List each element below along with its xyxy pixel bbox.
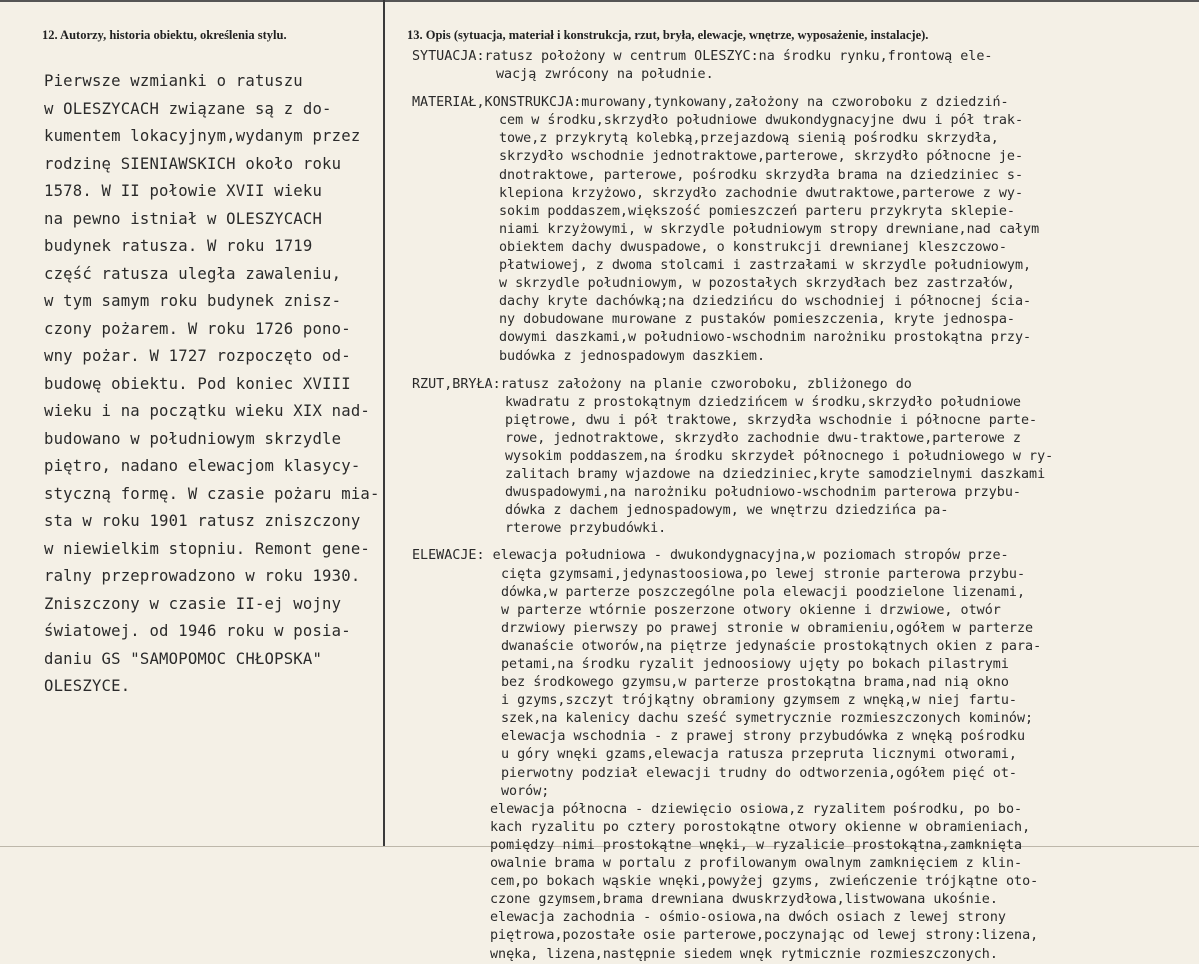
history-line: budowano w południowym skrzydle (44, 429, 342, 448)
history-line: sta w roku 1901 ratusz zniszczony (44, 512, 361, 530)
history-line: na pewno istniał w OLESZYCACH (44, 209, 323, 228)
left-column-header: 12. Autorzy, historia obiektu, określenia stylu. (42, 28, 287, 42)
history-line: czony pożarem. W roku 1726 pono- (44, 319, 351, 338)
history-line: część ratusza uległa zawaleniu, (44, 264, 342, 283)
material-line: dnotraktowe, parterowe, pośrodku skrzydła brama na dziedziniec s- (499, 167, 1024, 183)
material-line: płatwiowej, z dwoma stolcami i zastrzałami w skrzydle południowym, (499, 258, 1032, 274)
history-line: w niewielkim stopniu. Remont gene- (44, 539, 370, 558)
elewacje-line: u góry wnęki gzams,elewacja ratusza przepruta licznymi otworami, (501, 747, 1017, 763)
history-line: piętro, nadano elewacjom klasycy- (44, 457, 361, 475)
elewacje-line: wnęka, lizena,następnie siedem wnęk rytmicznie rozmieszczonych. (490, 946, 998, 962)
history-line: ralny przeprowadzono w roku 1930. (44, 567, 361, 585)
sytuacja-line: SYTUACJA:ratusz położony w centrum OLESZYC:na środku rynku,frontową ele- (412, 49, 993, 64)
elewacje-line: i gzyms,szczyt trójkątny obramiony gzymsem z wnęką,w niej fartu- (501, 693, 1017, 709)
history-line: rodzinę SIENIAWSKICH około roku (44, 154, 342, 173)
elewacje-line: elewacja północna - dziewięcio osiowa,z ryzalitem pośrodku, po bo- (490, 801, 1023, 817)
history-line: budynek ratusza. W roku 1719 (44, 237, 313, 255)
rzut-line: kwadratu z prostokątnym dziedzińcem w środku,skrzydło południowe (505, 394, 1021, 410)
history-line: wny pożar. W 1727 rozpoczęto od- (44, 347, 351, 365)
history-text (44, 68, 380, 701)
rzut-line: zalitach bramy wjazdowe na dziedziniec,kryte samodzielnymi daszkami (505, 467, 1046, 483)
elewacje-line: pierwotny podział elewacji trudny do odtworzenia,ogółem pięć ot- (501, 765, 1017, 781)
rzut-line: dówka z dachem jednospadowym, we wnętrzu dziedzińca pa- (505, 503, 949, 519)
history-line: wieku i na początku wieku XIX nad- (44, 402, 370, 420)
history-line: daniu GS "SAMOPOMOC CHŁOPSKA" (44, 649, 323, 668)
elewacje-line: kach ryzalitu po cztery porostokątne otwory okienne w obramieniach, (490, 819, 1031, 835)
rzut-line: piętrowe, dwu i pół traktowe, skrzydła wschodnie i północne parte- (505, 412, 1038, 428)
history-line: światowej. od 1946 roku w posia- (44, 622, 351, 640)
elewacje-line: pomiędzy nimi prostokątne wnęki, w ryzalicie prostokątna,zamknięta (490, 837, 1023, 853)
material-line: towe,z przykrytą kolebką,przejazdową sienią pośrodku skrzydła, (499, 131, 999, 147)
elewacje-line: cem,po bokach wąskie wnęki,powyżej gzyms, zwieńczenie trójkątne oto- (490, 874, 1039, 890)
history-line: OLESZYCE. (44, 677, 131, 695)
section-rzut (412, 376, 1198, 539)
rzut-line: dwuspadowymi,na narożniku południowo-wschodnim parterowa przybu- (505, 485, 1021, 501)
history-line: styczną formę. W czasie pożaru mia- (44, 484, 380, 503)
elewacje-line: owalnie brama w portalu z profilowanym owalnym zamknięciem z klin- (490, 856, 1023, 872)
description-text (412, 48, 1198, 964)
material-line: skrzydło wschodnie jednotraktowe,parterowe, skrzydło północne je- (499, 149, 1024, 165)
history-line: budowę obiektu. Pod koniec XVIII (44, 374, 351, 393)
elewacje-line: petami,na środku ryzalit jednoosiowy ujęty po bokach pilastrymi (501, 657, 1009, 672)
material-line: niami krzyżowymi, w skrzydle południowym stropy drewniane,nad całym (499, 221, 1040, 237)
elewacje-line: ELEWACJE: elewacja południowa - dwukondygnacyjna,w poziomach stropów prze- (412, 548, 1009, 564)
history-line: Zniszczony w czasie II-ej wojny (44, 594, 342, 613)
section-elewacje (412, 547, 1198, 963)
history-line: kumentem lokacyjnym,wydanym przez (44, 127, 361, 145)
elewacje-line: cięta gzymsami,jedynastoosiowa,po lewej stronie parterowa przybu- (501, 566, 1026, 582)
elewacje-line: w parterze wtórnie poszerzone otwory okienne i drzwiowe, otwór (501, 602, 1001, 618)
elewacje-line: drzwiowy pierwszy po prawej stronie w obramieniu,ogółem w parterze (501, 620, 1034, 636)
history-line: w tym samym roku budynek znisz- (44, 292, 342, 310)
material-line: obiektem dachy dwuspadowe, o konstrukcji drewnianej kleszczowo- (499, 239, 1007, 255)
material-line: ny dobudowane murowane z pustaków pomieszczenia, kryte jednospa- (499, 312, 1015, 328)
right-column-header: 13. Opis (sytuacja, materiał i konstrukcja, rzut, bryła, elewacje, wnętrze, wyposażenie, instalacje). (407, 28, 929, 42)
material-line: dowymi daszkami,w południowo-wschodnim narożniku prostokątna przy- (499, 330, 1032, 346)
history-line: Pierwsze wzmianki o ratuszu (44, 72, 303, 90)
elewacje-line: czone gzymsem,brama drewniana dwuskrzydłowa,listwowana ukośnie. (490, 892, 998, 908)
material-line: sokim poddaszem,większość pomieszczeń parteru przykryta sklepie- (499, 203, 1015, 219)
history-line: w OLESZYCACH związane są z do- (44, 99, 332, 118)
sytuacja-line: wacją zwrócony na południe. (496, 67, 714, 83)
elewacje-line: dówka,w parterze poszczególne pola elewacji poodzielone lizenami, (501, 584, 1026, 600)
rzut-line: wysokim poddaszem,na środku skrzydeł północnego i południowego w ry- (505, 448, 1054, 464)
material-line: MATERIAŁ,KONSTRUKCJA:murowany,tynkowany,założony na czworoboku z dziedziń- (412, 95, 1009, 111)
rzut-line: rterowe przybudówki. (505, 521, 667, 537)
material-line: budówka z jednospadowym daszkiem. (499, 348, 766, 364)
elewacje-line: dwanaście otworów,na piętrze jedynaście prostokątnych okien z para- (501, 638, 1042, 654)
section-material (412, 94, 1198, 365)
rzut-line: RZUT,BRYŁA:ratusz założony na planie czworoboku, zbliżonego do (412, 376, 912, 392)
elewacje-line: elewacja wschodnia - z prawej strony przybudówka z wnęką pośrodku (501, 729, 1026, 745)
material-line: w skrzydle południowym, w pozostałych skrzydłach bez zastrzałów, (499, 276, 1015, 292)
history-line: 1578. W II połowie XVII wieku (44, 182, 323, 200)
rzut-line: rowe, jednotraktowe, skrzydło zachodnie dwu-traktowe,parterowe z (505, 430, 1021, 446)
top-border (0, 0, 1199, 2)
material-line: cem w środku,skrzydło południowe dwukondygnacyjne dwu i pół trak- (499, 113, 1024, 129)
elewacje-line: bez środkowego gzymsu,w parterze prostokątna brama,nad nią okno (501, 675, 1009, 691)
elewacje-line: worów; (501, 783, 550, 799)
material-line: dachy kryte dachówką;na dziedzińcu do wschodniej i północnej ścia- (499, 294, 1032, 310)
elewacje-line: piętrowa,pozostałe osie parterowe,poczynając od lewej strony:lizena, (490, 928, 1039, 944)
column-divider (383, 0, 385, 846)
elewacje-line: szek,na kalenicy dachu sześć symetrycznie rozmieszczonych kominów; (501, 711, 1034, 727)
section-sytuacja (412, 48, 1198, 84)
elewacje-line: elewacja zachodnia - ośmio-osiowa,na dwóch osiach z lewej strony (490, 910, 1006, 926)
material-line: klepiona krzyżowo, skrzydło zachodnie dwutraktowe,parterowe z wy- (499, 185, 1024, 201)
